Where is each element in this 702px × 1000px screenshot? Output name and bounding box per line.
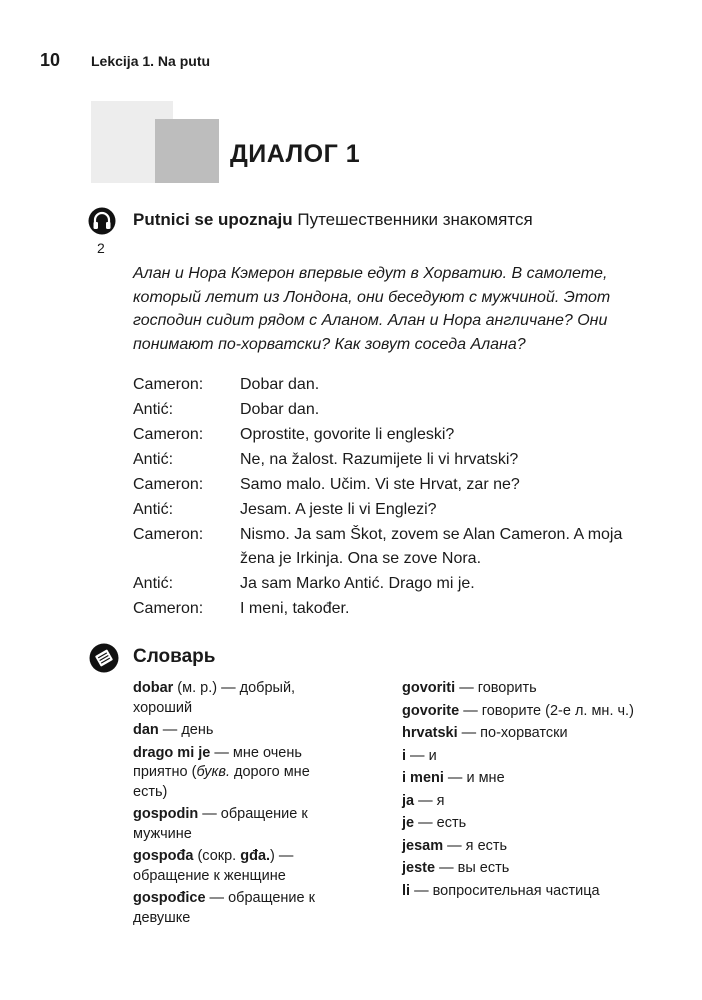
speaker-name: Cameron:: [133, 426, 204, 443]
vocab-definition: — обращение к девушке: [133, 890, 315, 926]
intro-paragraph: Алан и Нора Кэмерон впервые едут в Хорватию. В самолете, который летит из Лондона, они беседуют с мужчиной. Этот господин сидит рядом с Аланом. Алан и Нора англичане? Они понимают по-хорватски? Как зовут соседа Алана?: [133, 265, 611, 353]
vocabulary-entry: [133, 805, 348, 844]
speaker-name: Antić:: [133, 574, 174, 592]
dialogue-line: [133, 498, 633, 522]
vocab-definition: — и мне: [443, 770, 505, 786]
vocab-word: ja: [402, 792, 415, 809]
subtitle-croatian: Putnici se upoznaju: [133, 210, 293, 229]
utterance-text: Jesam. A jeste li vi Englezi?: [240, 501, 437, 518]
vocabulary-entry: [133, 889, 348, 928]
dialogue-line: [133, 572, 633, 596]
speaker-name: Antić:: [133, 451, 174, 468]
vocab-word: i: [402, 747, 407, 764]
vocabulary-entry: [402, 679, 637, 699]
vocab-word: jeste: [402, 860, 436, 876]
speaker-name: Cameron:: [133, 526, 204, 543]
dialogue-line: [133, 523, 633, 570]
vocab-word: drago mi je: [133, 744, 211, 761]
headphones-icon: [88, 207, 116, 235]
vocabulary-entry: [402, 769, 637, 789]
speaker-name: Cameron:: [133, 476, 204, 493]
vocab-note: букв.: [196, 764, 230, 780]
vocab-definition: — говорите (2-е л. мн. ч.): [459, 702, 634, 719]
vocab-word: gospodin: [133, 806, 199, 822]
utterance-text: Ne, na žalost. Razumijete li vi hrvatski?: [240, 451, 519, 468]
vocab-definition: — я есть: [443, 837, 508, 854]
vocabulary-entry: [402, 702, 637, 722]
vocab-word: dobar: [133, 680, 174, 696]
track-number: 2: [97, 240, 105, 256]
utterance-text: Nismo. Ja sam Škot, zovem se Alan Cameron. A moja žena je Irkinja. Ona se zove Nora.: [240, 526, 623, 567]
subtitle-russian: Путешественники знакомятся: [297, 210, 533, 229]
dialogue-line: [133, 423, 633, 447]
vocab-definition: — мне очень приятно (: [133, 744, 302, 780]
vocab-word: dan: [133, 722, 159, 738]
vocabulary-column-right: [402, 679, 637, 904]
vocabulary-entry: [402, 837, 637, 857]
vocab-definition: — обращение к мужчине: [133, 806, 308, 842]
utterance-text: Oprostite, govorite li engleski?: [240, 426, 455, 443]
page-number: 10: [40, 50, 61, 70]
vocab-word: i meni: [402, 770, 444, 786]
vocab-definition: — я: [414, 792, 445, 809]
vocab-definition: — говорить: [455, 680, 537, 696]
vocab-word: hrvatski: [402, 725, 458, 741]
dialogue-line: [133, 448, 633, 472]
vocab-word: govoriti: [402, 680, 456, 696]
vocab-word: govorite: [402, 702, 460, 719]
dialogue-line: [133, 373, 633, 397]
vocab-definition: — и: [406, 747, 437, 764]
vocabulary-entry: [133, 679, 348, 718]
vocab-definition: — вопросительная частица: [410, 882, 600, 899]
vocab-definition-end: дорого мне есть): [133, 764, 310, 800]
vocab-definition: — есть: [414, 815, 467, 831]
speaker-name: Antić:: [133, 501, 174, 518]
vocabulary-entry: [133, 847, 348, 886]
utterance-text: I meni, također.: [240, 599, 350, 617]
speaker-name: Antić:: [133, 401, 174, 418]
speaker-name: Cameron:: [133, 599, 204, 617]
vocabulary-entry: [133, 744, 348, 803]
dialogue-line: [133, 473, 633, 497]
vocab-definition: — по-хорватски: [457, 725, 568, 741]
vocab-definition: (м. р.) — добрый, хороший: [133, 680, 296, 716]
vocab-word: gospođice: [133, 890, 206, 906]
vocabulary-title: Словарь: [133, 646, 216, 667]
vocab-word: li: [402, 882, 411, 899]
vocabulary-entry: [402, 859, 637, 879]
utterance-text: Ja sam Marko Antić. Drago mi je.: [240, 574, 475, 592]
vocabulary-entry: [402, 724, 637, 744]
dialogue-line: [133, 398, 633, 422]
vocab-definition: (сокр.: [193, 848, 241, 864]
vocab-word: jesam: [402, 837, 444, 854]
vocabulary-entry: [133, 721, 348, 741]
dictionary-icon: [89, 643, 119, 673]
vocab-word: je: [402, 815, 415, 831]
decorative-square-dark: [155, 119, 219, 183]
utterance-text: Samo malo. Učim. Vi ste Hrvat, zar ne?: [240, 476, 520, 493]
running-head: Lekcija 1. Na putu: [91, 53, 211, 69]
vocab-definition: — день: [158, 722, 214, 738]
vocab-definition-end: ) — обращение к женщине: [133, 848, 294, 884]
dialogue: [133, 373, 633, 622]
dialogue-line: [133, 597, 633, 621]
vocabulary-entry: [402, 747, 637, 767]
vocabulary-entry: [402, 882, 637, 902]
speaker-name: Cameron:: [133, 376, 204, 393]
dialog-title: ДИАЛОГ 1: [230, 140, 361, 168]
vocabulary-entry: [402, 792, 637, 812]
vocab-abbreviation: gđa.: [240, 848, 271, 864]
utterance-text: Dobar dan.: [240, 401, 320, 418]
vocab-word: gospođa: [133, 848, 194, 864]
vocab-definition: — вы есть: [435, 860, 510, 876]
dialog-subtitle: [133, 210, 533, 230]
vocabulary-column-left: [133, 679, 348, 931]
utterance-text: Dobar dan.: [240, 376, 320, 393]
vocabulary-entry: [402, 814, 637, 834]
